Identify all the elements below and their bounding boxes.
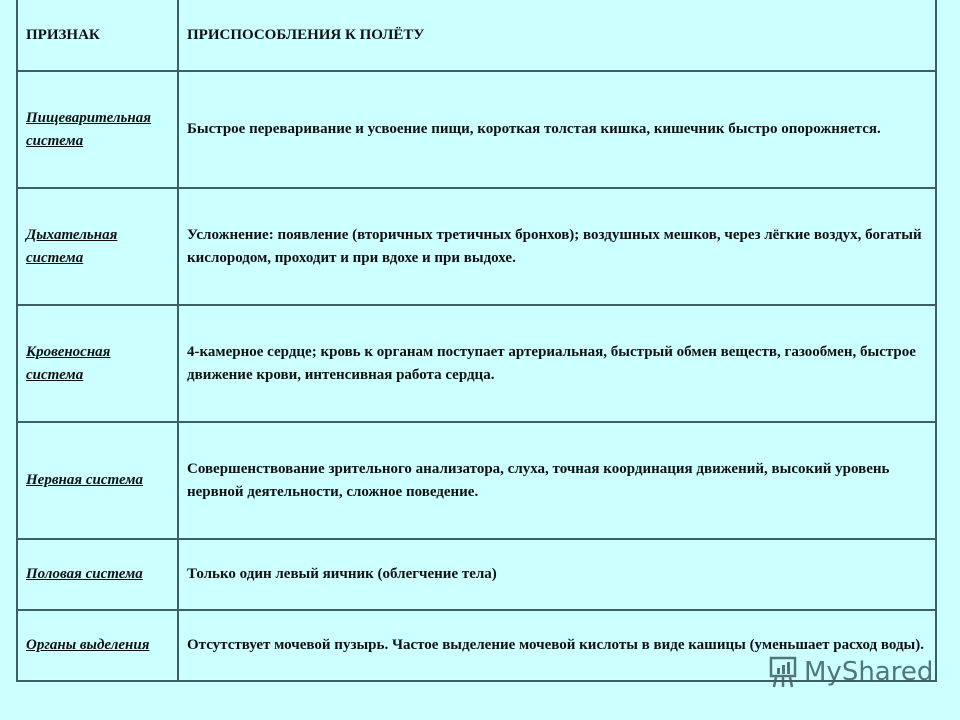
table-row bbox=[17, 539, 936, 610]
table-header-row bbox=[17, 0, 936, 71]
row-adaptation: Только один левый яичник (облегчение тела) bbox=[178, 539, 936, 610]
table-row bbox=[17, 422, 936, 539]
row-sign: Половая система bbox=[26, 566, 143, 582]
row-sign: Пищеварительная система bbox=[26, 109, 151, 149]
watermark bbox=[768, 655, 933, 689]
row-sign: Нервная система bbox=[26, 472, 144, 488]
presentation-board-icon bbox=[768, 655, 798, 689]
header-adaptation: ПРИСПОСОБЛЕНИЯ К ПОЛЁТУ bbox=[178, 0, 936, 71]
row-adaptation: Усложнение: появление (вторичных третичных бронхов); воздушных мешков, через лёгкие воздух, богатый кислородом, проходит и при вдохе и при выдохе. bbox=[178, 188, 936, 305]
watermark-text: MyShared bbox=[804, 657, 934, 687]
row-sign: Кровеносная система bbox=[26, 343, 111, 383]
row-adaptation: Совершенствование зрительного анализатора, слуха, точная координация движений, высокий уровень нервной деятельности, сложное поведение. bbox=[178, 422, 936, 539]
header-sign: ПРИЗНАК bbox=[17, 0, 178, 71]
row-adaptation: Отсутствует мочевой пузырь. Частое выделение мочевой кислоты в виде кашицы (уменьшает расход воды). bbox=[178, 610, 936, 681]
row-sign: Дыхательная система bbox=[26, 226, 118, 266]
table-row bbox=[17, 71, 936, 188]
adaptations-table bbox=[16, 0, 937, 682]
table-row bbox=[17, 188, 936, 305]
row-adaptation: 4-камерное сердце; кровь к органам поступает артериальная, быстрый обмен веществ, газообмен, быстрое движение крови, интенсивная работа сердца. bbox=[178, 305, 936, 422]
row-sign: Органы выделения bbox=[26, 637, 150, 653]
row-adaptation: Быстрое переваривание и усвоение пищи, короткая толстая кишка, кишечник быстро опорожняется. bbox=[178, 71, 936, 188]
table-row bbox=[17, 305, 936, 422]
